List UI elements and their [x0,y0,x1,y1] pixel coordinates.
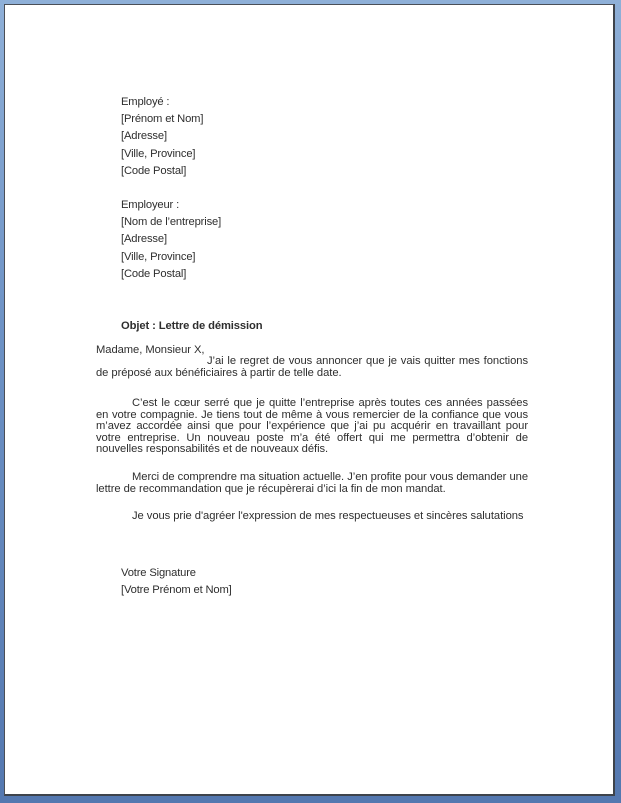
salutation: Madame, Monsieur X, [96,344,205,356]
closing-paragraph: Je vous prie d'agréer l'expression de mes respectueuses et sincères salutations [132,510,524,522]
letter-body-4 [96,511,528,523]
employer-label: Employeur : [121,199,180,211]
employee-postal-code: [Code Postal] [121,164,187,177]
employee-address: [Adresse] [121,130,167,143]
employer-address: [Adresse] [121,233,167,246]
letter-subject: Objet : Lettre de démission [121,320,263,332]
signature-block [121,565,232,599]
employee-label: Employé : [121,96,170,108]
employee-city: [Ville, Province] [121,147,196,160]
letter-body [96,344,528,379]
letter-body-3 [96,472,528,495]
paragraph-1: J’ai le regret de vous annoncer que je vais quitter mes fonctions de préposé aux bénéficiaires à partir de telle date. [96,355,528,379]
signature-label: Votre Signature [121,567,196,579]
letter-body-2 [96,398,528,456]
paragraph-3: Merci de comprendre ma situation actuelle. J’en profite pour vous demander une lettre de recommandation que je récupèrerai d’ici la fin de mon mandat. [96,471,528,495]
paragraph-2: C’est le cœur serré que je quitte l’entreprise après toutes ces années passées en votre compagnie. Je tiens tout de même à vous remercier de la confiance que vous m’avez accordée ainsi que pour l’expérience que j’ai pu acquérir en travaillant pour votre entreprise. Un nouveau poste m’a été offert qui me permettra d’obtenir de nouvelles responsabilités et de nouveaux défis. [96,397,528,456]
document-page [4,4,615,796]
employer-city: [Ville, Province] [121,250,196,263]
signature-name: [Votre Prénom et Nom] [121,584,232,597]
employer-address-block [121,197,221,283]
employee-address-block [121,94,203,180]
employer-company-name: [Nom de l’entreprise] [121,216,222,229]
employer-postal-code: [Code Postal] [121,267,187,280]
employee-name: [Prénom et Nom] [121,113,204,126]
